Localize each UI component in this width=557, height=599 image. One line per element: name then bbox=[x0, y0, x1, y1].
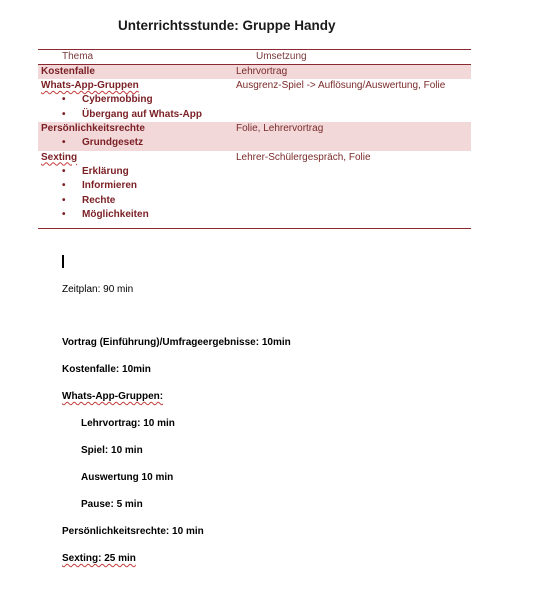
row-method: Lehrvortrag bbox=[236, 66, 288, 77]
table-row bbox=[38, 65, 471, 79]
list-item bbox=[38, 108, 471, 123]
list-item: • Möglichkeiten bbox=[38, 208, 471, 223]
row-topic: Persönlichkeitsrechte bbox=[41, 123, 145, 134]
list-item: • Grundgesetz bbox=[38, 136, 471, 151]
zeitplan-text: Zeitplan: 90 min bbox=[62, 284, 134, 295]
schedule-item: Spiel: 10 min bbox=[81, 445, 143, 456]
table-row bbox=[38, 79, 471, 122]
text-cursor[interactable] bbox=[62, 255, 64, 268]
list-item: • Rechte bbox=[38, 194, 471, 209]
schedule-item: Sexting: 25 min bbox=[62, 553, 136, 564]
row-topic: Whats-App-Gruppen bbox=[41, 80, 139, 91]
row-method: Folie, Lehrervortrag bbox=[236, 123, 324, 134]
page-title: Unterrichtsstunde: Gruppe Handy bbox=[118, 18, 336, 33]
schedule-item: Pause: 5 min bbox=[81, 499, 143, 510]
lesson-table bbox=[38, 49, 471, 229]
schedule-item: Auswertung 10 min bbox=[81, 472, 174, 483]
schedule-item: Whats-App-Gruppen: bbox=[62, 391, 164, 402]
header-thema: Thema bbox=[62, 51, 94, 62]
row-topic: Kostenfalle bbox=[41, 66, 95, 77]
header-umsetzung: Umsetzung bbox=[256, 51, 307, 62]
schedule-item: Lehrvortrag: 10 min bbox=[81, 418, 175, 429]
row-method: Ausgrenz-Spiel -> Auflösung/Auswertung, Folie bbox=[236, 80, 446, 91]
table-row bbox=[38, 122, 471, 151]
table-row bbox=[38, 151, 471, 223]
schedule-item: Vortrag (Einführung)/Umfrageergebnisse: 10min bbox=[62, 337, 291, 348]
list-item: • Erklärung bbox=[38, 165, 471, 180]
table-header bbox=[38, 50, 471, 65]
list-item: • Informieren bbox=[38, 179, 471, 194]
schedule-item: Persönlichkeitsrechte: 10 min bbox=[62, 526, 204, 537]
row-topic: Sexting bbox=[41, 151, 78, 163]
schedule-item: Kostenfalle: 10min bbox=[62, 364, 151, 375]
row-method: Lehrer-Schülergespräch, Folie bbox=[236, 151, 371, 163]
list-item-text: Übergang auf Whats-App bbox=[82, 108, 202, 120]
list-item: • Cybermobbing bbox=[38, 93, 471, 108]
